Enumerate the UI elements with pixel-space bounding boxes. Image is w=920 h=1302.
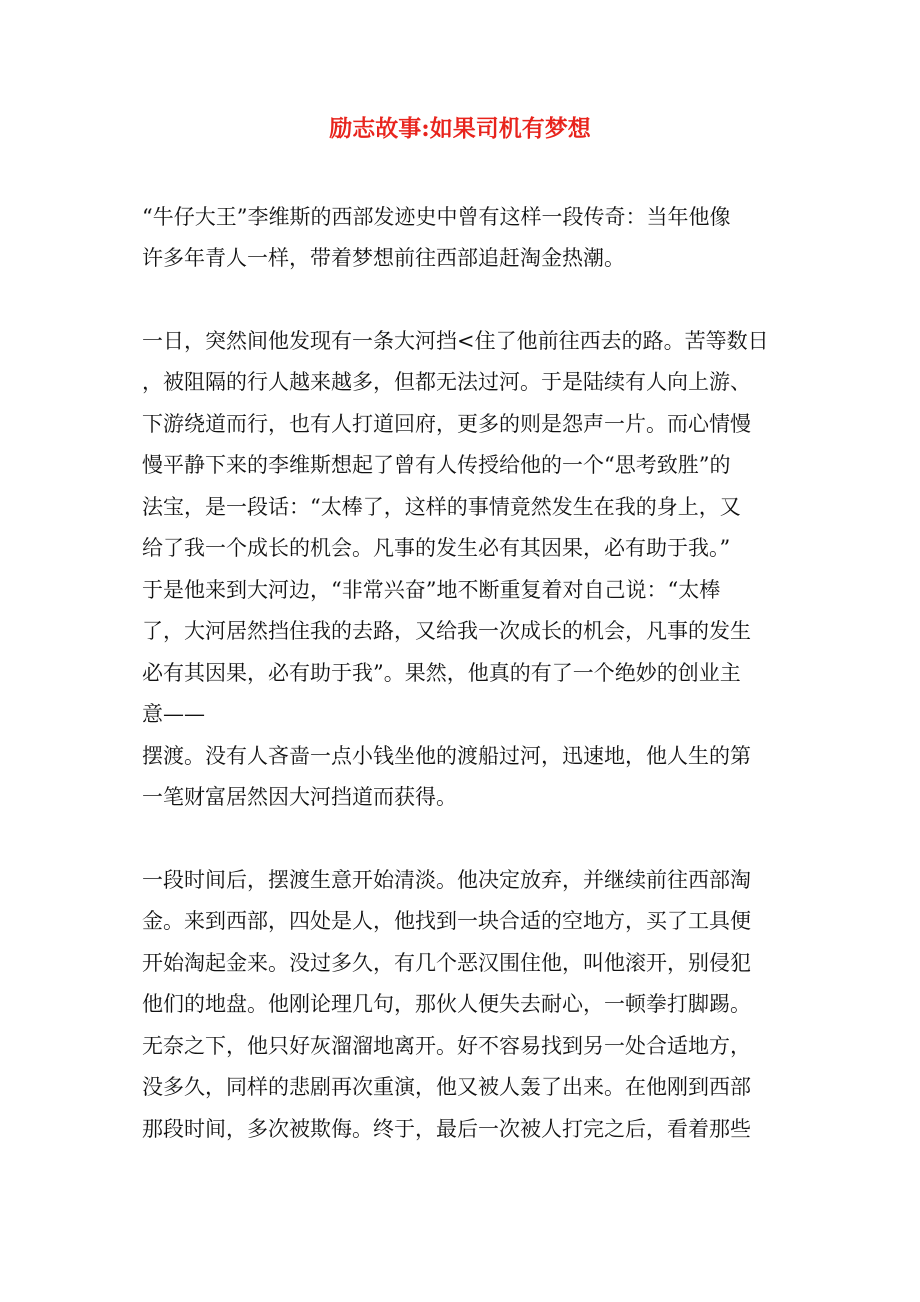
paragraph-line: 意—— xyxy=(142,702,205,726)
paragraph-line: 无奈之下，他只好灰溜溜地离开。好不容易找到另一处合适地方， xyxy=(142,1034,751,1058)
paragraph-line: 那段时间，多次被欺侮。终于，最后一次被人打完之后，看着那些 xyxy=(142,1117,751,1141)
paragraph-line: 开始淘起金来。没过多久，有几个恶汉围住他，叫他滚开，别侵犯 xyxy=(142,951,751,975)
paragraph-line: 摆渡。没有人吝啬一点小钱坐他的渡船过河，迅速地，他人生的第 xyxy=(142,744,751,768)
paragraph-line: ，被阻隔的行人越来越多，但都无法过河。于是陆续有人向上游、 xyxy=(142,370,751,394)
paragraph-line: 了，大河居然挡住我的去路，又给我一次成长的机会，凡事的发生 xyxy=(142,619,751,643)
paragraph-line: 一日，突然间他发现有一条大河挡<住了他前往西去的路。苦等数日 xyxy=(142,329,769,353)
paragraph-line: 给了我一个成长的机会。凡事的发生必有其因果，必有助于我。” xyxy=(142,536,731,560)
paragraph-line: 他们的地盘。他刚论理几句，那伙人便失去耐心，一顿拳打脚踢。 xyxy=(142,992,751,1016)
paragraph-line: 慢平静下来的李维斯想起了曾有人传授给他的一个“思考致胜”的 xyxy=(142,453,731,477)
paragraph-line: 许多年青人一样，带着梦想前往西部追赶淘金热潮。 xyxy=(142,246,625,270)
paragraph-line: 金。来到西部，四处是人，他找到一块合适的空地方，买了工具便 xyxy=(142,909,751,933)
paragraph-line: 一段时间后，摆渡生意开始清淡。他决定放弃，并继续前往西部淘 xyxy=(142,868,751,892)
paragraph-line: 一笔财富居然因大河挡道而获得。 xyxy=(142,785,457,809)
paragraph-line: 没多久，同样的悲剧再次重演，他又被人轰了出来。在他刚到西部 xyxy=(142,1075,751,1099)
document-title: 励志故事:如果司机有梦想 xyxy=(329,115,591,142)
paragraph-line: 下游绕道而行，也有人打道回府，更多的则是怨声一片。而心情慢 xyxy=(142,412,751,436)
paragraph-line: “牛仔大王”李维斯的西部发迹史中曾有这样一段传奇：当年他像 xyxy=(142,205,731,229)
paragraph-line: 必有其因果，必有助于我”。果然，他真的有了一个绝妙的创业主 xyxy=(142,661,741,685)
paragraph-line: 于是他来到大河边，“非常兴奋”地不断重复着对自己说：“太棒 xyxy=(142,578,721,602)
paragraph-line: 法宝，是一段话：“太棒了，这样的事情竟然发生在我的身上，又 xyxy=(142,495,741,519)
